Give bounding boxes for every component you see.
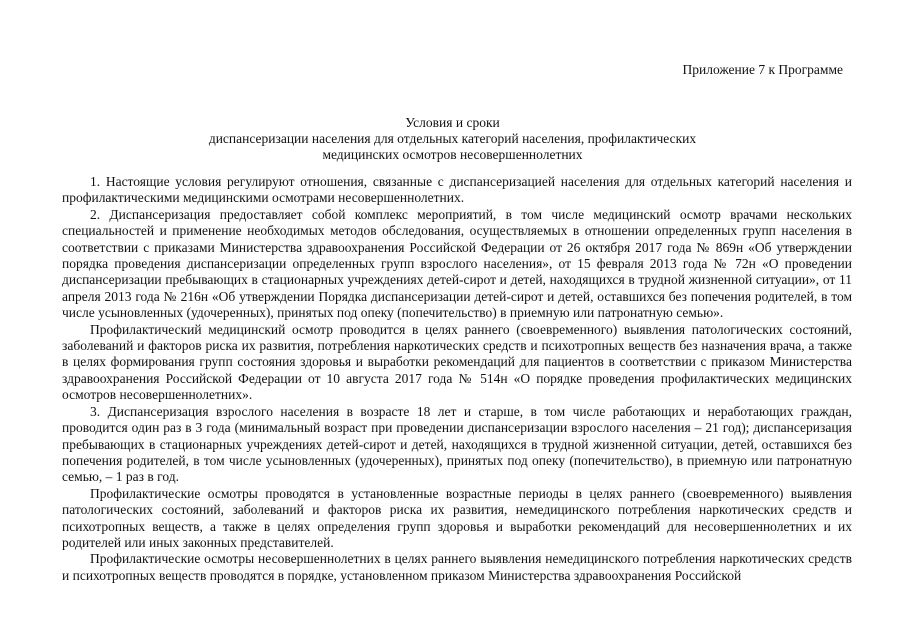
paragraph-2: 2. Диспансеризация предоставляет собой комплекс мероприятий, в том числе медицинский осмотр врачами нескольких специальностей и применение необходимых методов обследования, осуществляемых в отношении определенных групп населения в соответствии с приказами Министерства здравоохранения Российской Федерации от 26 октября 2017 года № 869н «Об утверждении порядка проведения диспансеризации определенных групп взрослого населения», от 15 февраля 2013 года № 72н «О проведении диспансеризации пребывающих в стационарных учреждениях детей-сирот и детей, находящихся в трудной жизненной ситуации», от 11 апреля 2013 года № 216н «Об утверждении Порядка диспансеризации детей-сирот и детей, оставшихся без попечения родителей, в том числе усыновленных (удочеренных), принятых под опеку (попечительство) в приемную или патронатную семью». bbox=[62, 206, 852, 321]
paragraph-1: 1. Настоящие условия регулируют отношения, связанные с диспансеризацией населения для отдельных категорий населения и профилактическими медицинскими осмотрами несовершеннолетних. bbox=[62, 174, 852, 206]
paragraph-3: Профилактический медицинский осмотр проводится в целях раннего (своевременного) выявления патологических состояний, заболеваний и факторов риска их развития, потребления наркотических средств и психотропных веществ без назначения врача, а также в целях формирования групп состояния здоровья и выработки рекомендаций для пациентов в соответствии с приказом Министерства здравоохранения Российской Федерации от 10 августа 2017 года № 514н «О порядке проведения профилактических медицинских осмотров несовершеннолетних». bbox=[62, 321, 852, 403]
paragraph-4: 3. Диспансеризация взрослого населения в возрасте 18 лет и старше, в том числе работающих и неработающих граждан, проводится один раз в 3 года (минимальный возраст при проведении диспансеризации взрослого населения – 21 год); диспансеризация пребывающих в стационарных учреждениях детей-сирот и детей, находящихся в трудной жизненной ситуации, детей, оставшихся без попечения родителей, в том числе усыновленных (удочеренных), принятых под опеку (попечительство), в приемную или патронатную семью, – 1 раз в год. bbox=[62, 403, 852, 485]
title-line-2: диспансеризации населения для отдельных категорий населения, профилактических bbox=[208, 131, 697, 146]
title-line-1: Условия и сроки bbox=[405, 115, 500, 130]
document-body bbox=[62, 174, 852, 584]
paragraph-6: Профилактические осмотры несовершеннолетних в целях раннего выявления немедицинского потребления наркотических средств и психотропных веществ проводятся в порядке, установленном приказом Министерства здравоохранения Российской bbox=[62, 551, 852, 583]
appendix-label: Приложение 7 к Программе bbox=[682, 62, 843, 77]
title-line-3: медицинских осмотров несовершеннолетних bbox=[322, 147, 583, 162]
document-title bbox=[0, 115, 905, 163]
paragraph-5: Профилактические осмотры проводятся в установленные возрастные периоды в целях раннего (своевременного) выявления патологических состояний, заболеваний и факторов риска их развития, немедицинского потребления наркотических средств и психотропных веществ, а также в целях определения групп здоровья и выработки рекомендаций для несовершеннолетних и их родителей или иных законных представителей. bbox=[62, 485, 852, 550]
